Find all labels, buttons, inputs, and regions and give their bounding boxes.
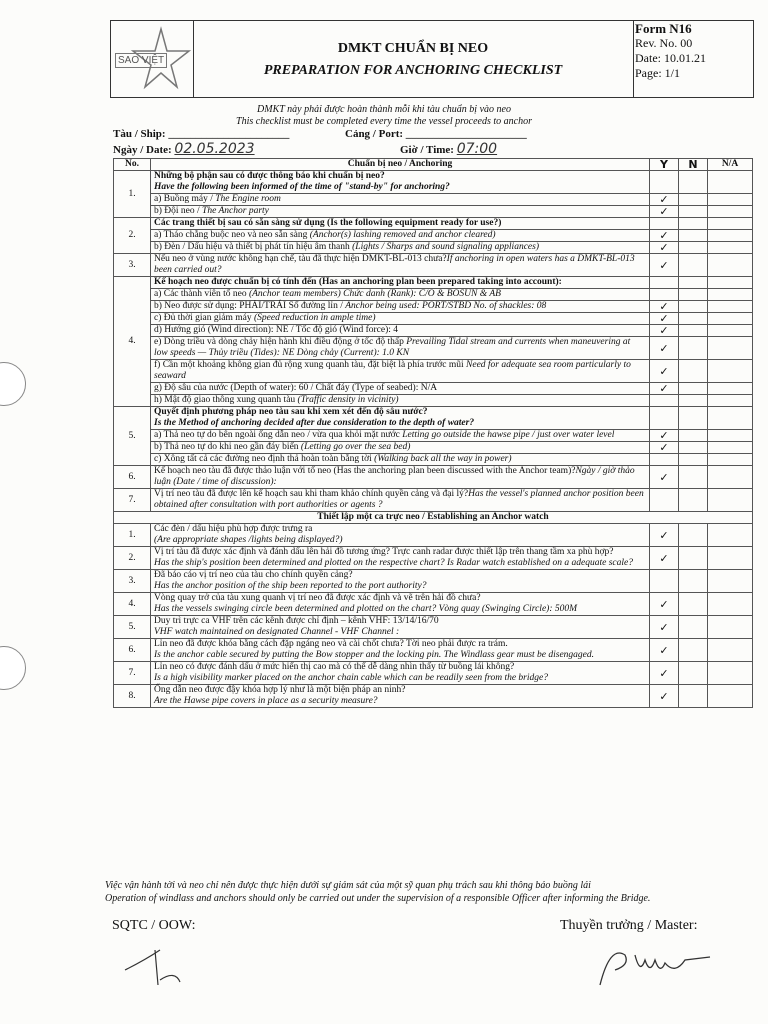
section-title-anchor-watch: Thiết lập một ca trực neo / Establishing an Anchor watch (114, 512, 753, 524)
item-text-en: VHF watch maintained on designated Channel - VHF Channel : (154, 627, 400, 637)
na-cell[interactable] (708, 218, 753, 230)
item-text (151, 593, 650, 616)
item-text-en: The Engine room (215, 194, 281, 204)
item-text (151, 639, 650, 662)
col-no-answer-header: N (679, 159, 708, 171)
form-header (110, 20, 754, 98)
item-text (151, 489, 650, 512)
item-text-en: Anchor being used: PORT/STBD No. of shackles: 08 (345, 301, 547, 311)
no-cell[interactable] (679, 194, 708, 206)
item-text-vi: b) Thả neo tự do khi neo gần đáy biển (154, 442, 301, 452)
na-cell[interactable] (708, 289, 753, 301)
na-cell[interactable] (708, 301, 753, 313)
table-row (114, 277, 753, 289)
no-cell[interactable] (679, 337, 708, 360)
question-vi: Kế hoạch neo được chuẩn bị có tính đến (Has an anchoring plan been prepared taking into account): (154, 277, 562, 287)
intro-vi: DMKT này phải được hoàn thành mỗi khi tàu chuẩn bị vào neo (257, 104, 511, 115)
item-text-vi: a) Các thành viên tổ neo (154, 289, 249, 299)
table-row (114, 383, 753, 395)
date-label: Ngày / Date: (113, 144, 172, 156)
no-cell[interactable] (679, 639, 708, 662)
item-number: 6. (114, 639, 151, 662)
item-text-vi: Duy trì trực ca VHF trên các kênh được chỉ định – kênh VHF: 13/14/16/70 (154, 616, 439, 626)
ship-field[interactable]: Tàu / Ship: ______________________ (113, 128, 290, 140)
item-text-vi: e) Dòng triều và dòng chảy hiện hành khi điều động ở tốc độ thấp (154, 337, 407, 347)
table-row (114, 194, 753, 206)
table-row (114, 547, 753, 570)
yes-cell[interactable]: ✓ (650, 593, 679, 616)
item-text (151, 289, 650, 301)
yes-cell[interactable]: ✓ (650, 547, 679, 570)
table-row (114, 313, 753, 325)
item-number: 1. (114, 524, 151, 547)
no-cell[interactable] (679, 218, 708, 230)
item-text-vi: b) Neo được sử dụng: PHẢI/TRÁI Số đường lỉn / (154, 301, 346, 311)
title-box (193, 21, 634, 97)
table-row (114, 442, 753, 454)
item-text-en: Has the vessel's planned anchor position been obtained after consultation with port authorities or agents ? (154, 489, 644, 510)
table-row (114, 395, 753, 407)
oow-signature-icon (120, 940, 200, 990)
table-row (114, 616, 753, 639)
no-cell[interactable] (679, 242, 708, 254)
item-text (151, 466, 650, 489)
punch-hole (0, 362, 26, 406)
date-field[interactable] (113, 141, 255, 157)
no-cell[interactable] (679, 325, 708, 337)
no-cell[interactable] (679, 360, 708, 383)
yes-cell[interactable]: ✓ (650, 685, 679, 708)
table-row (114, 254, 753, 277)
item-text-en: Letting go outside the hawse pipe / just over water level (402, 430, 615, 440)
no-cell[interactable] (679, 430, 708, 442)
table-row (114, 289, 753, 301)
item-number: 3. (114, 254, 151, 277)
na-cell[interactable] (708, 206, 753, 218)
no-cell[interactable] (679, 685, 708, 708)
item-text-vi: h) Mật độ giao thông xung quanh tàu (154, 395, 298, 405)
item-text-vi: b) Đội neo / (154, 206, 203, 216)
na-cell[interactable] (708, 524, 753, 547)
item-text-vi: Kế hoạch neo tàu đã được thảo luận với tổ neo (Has the anchoring plan been discussed with the Anchor team)? (154, 466, 576, 476)
table-row (114, 242, 753, 254)
item-text-vi: Vòng quay trở của tàu xung quanh vị trí neo đã được xác định và vẽ trên hải đồ chưa? (154, 593, 481, 603)
item-number: 5. (114, 616, 151, 639)
item-text-vi: c) Đủ thời gian giảm máy (154, 313, 255, 323)
item-text-vi: Lỉn neo đã được khóa bằng cách đặp ngáng neo và cài chốt chưa? Tời neo phải được ra trám. (154, 639, 508, 649)
table-row (114, 524, 753, 547)
yes-cell[interactable]: ✓ (650, 466, 679, 489)
item-text-en: (Are appropriate shapes /lights being displayed?) (154, 535, 343, 545)
item-text-vi: a) Buồng máy / (154, 194, 216, 204)
item-text (151, 206, 650, 218)
item-text (151, 454, 650, 466)
yes-cell[interactable]: ✓ (650, 662, 679, 685)
table-row (114, 685, 753, 708)
table-row (114, 230, 753, 242)
item-question (151, 277, 650, 289)
item-text-vi: Lỉn neo có được đánh dấu ở mức hiển thị cao mà có thể dễ dàng nhìn thấy từ buồng lái không? (154, 662, 515, 672)
yes-cell[interactable] (650, 407, 679, 430)
table-row (114, 454, 753, 466)
intro-en: This checklist must be completed every time the vessel proceeds to anchor (236, 116, 532, 127)
na-cell[interactable] (708, 313, 753, 325)
item-text (151, 254, 650, 277)
na-cell[interactable] (708, 489, 753, 512)
no-cell[interactable] (679, 593, 708, 616)
yes-cell[interactable] (650, 289, 679, 301)
table-row (114, 570, 753, 593)
na-cell[interactable] (708, 442, 753, 454)
revision: Rev. No. 00 (635, 36, 693, 50)
table-row (114, 639, 753, 662)
item-text-vi: g) Độ sâu của nước (Depth of water): 60 / Chất đáy (Type of seabed): N/A (154, 383, 438, 393)
question-vi: Những bộ phận sau có được thông báo khi chuẩn bị neo? (154, 171, 385, 181)
yes-cell[interactable]: ✓ (650, 313, 679, 325)
no-cell[interactable] (679, 570, 708, 593)
no-cell[interactable] (679, 289, 708, 301)
item-text-en: (Lights / Sharps and sound signaling appliances) (352, 242, 539, 252)
no-cell[interactable] (679, 466, 708, 489)
item-text (151, 570, 650, 593)
na-cell[interactable] (708, 547, 753, 570)
item-text-en: Prevailing Tidal stream and currents when maneuvering at low speeds — Thủy triều (Tides): NE Dòng chảy (Current): 1.0 KN (154, 337, 631, 358)
item-question (151, 407, 650, 430)
na-cell[interactable] (708, 616, 753, 639)
logo-text: SAO VIỆT (115, 53, 167, 68)
operation-note-vi: Việc vận hành tời và neo chỉ nên được thực hiện dưới sự giám sát của một sỹ quan phụ trách sau khi thông báo buồng lái (105, 880, 591, 891)
na-cell[interactable] (708, 685, 753, 708)
title-english: PREPARATION FOR ANCHORING CHECKLIST (263, 63, 563, 78)
table-row (114, 407, 753, 430)
table-row (114, 301, 753, 313)
item-text (151, 685, 650, 708)
item-text-vi: a) Tháo chằng buộc neo và neo sẵn sàng (154, 230, 310, 240)
question-vi: Các trang thiết bị sau có sẵn sàng sử dụng (Is the following equipment ready for use?) (154, 218, 502, 228)
no-cell[interactable] (679, 254, 708, 277)
item-text (151, 313, 650, 325)
yes-cell[interactable]: ✓ (650, 254, 679, 277)
yes-cell[interactable]: ✓ (650, 360, 679, 383)
na-cell[interactable] (708, 242, 753, 254)
na-cell[interactable] (708, 325, 753, 337)
company-logo (111, 21, 194, 97)
na-cell[interactable] (708, 570, 753, 593)
item-text-vi: c) Xông tất cả các đường neo định thả hoàn toàn bằng tời (154, 454, 375, 464)
item-text-en: Has the anchor position of the ship been reported to the port authority? (154, 581, 427, 591)
na-cell[interactable] (708, 254, 753, 277)
item-text-en: (Letting go over the sea bed) (300, 442, 411, 452)
item-text-vi: d) Hướng gió (Wind direction): NE / Tốc độ gió (Wind force): 4 (154, 325, 399, 335)
item-question (151, 171, 650, 194)
table-row (114, 218, 753, 230)
table-row (114, 466, 753, 489)
item-text-vi: Đã báo cáo vị trí neo của tàu cho chính quyền cảng? (154, 570, 353, 580)
item-text-en: (Walking back all the way in power) (374, 454, 512, 464)
yes-cell[interactable] (650, 489, 679, 512)
item-text (151, 442, 650, 454)
item-number: 1. (114, 171, 151, 218)
item-text (151, 383, 650, 395)
item-text-vi: Ống dẫn neo được đậy khóa hợp lý như là một biện pháp an ninh? (154, 685, 406, 695)
yes-cell[interactable]: ✓ (650, 194, 679, 206)
yes-cell[interactable] (650, 171, 679, 194)
no-cell[interactable] (679, 313, 708, 325)
na-cell[interactable] (708, 360, 753, 383)
item-question (151, 218, 650, 230)
table-row (114, 206, 753, 218)
na-cell[interactable] (708, 194, 753, 206)
na-cell[interactable] (708, 407, 753, 430)
col-item-header: Chuẩn bị neo / Anchoring (151, 159, 650, 171)
na-cell[interactable] (708, 639, 753, 662)
item-text-en: Ngày / giờ thảo luận (Date / time of discussion): (154, 466, 635, 487)
item-text-vi: b) Đèn / Dấu hiệu và thiết bị phát tín hiệu âm thanh (154, 242, 353, 252)
checklist-table (113, 158, 753, 708)
no-cell[interactable] (679, 454, 708, 466)
table-row (114, 662, 753, 685)
title-vietnamese: DMKT CHUẨN BỊ NEO (337, 41, 489, 56)
col-no-header: No. (114, 159, 151, 171)
no-cell[interactable] (679, 171, 708, 194)
col-na-header: N/A (708, 159, 753, 171)
na-cell[interactable] (708, 466, 753, 489)
time-field[interactable] (400, 141, 497, 157)
master-signature-icon (590, 935, 720, 995)
item-text (151, 395, 650, 407)
form-info (633, 21, 755, 97)
no-cell[interactable] (679, 547, 708, 570)
time-value: 07:00 (456, 141, 498, 157)
form-date: Date: 10.01.21 (635, 51, 706, 65)
item-number: 2. (114, 218, 151, 254)
item-number: 5. (114, 407, 151, 466)
item-text (151, 301, 650, 313)
na-cell[interactable] (708, 454, 753, 466)
item-number: 6. (114, 466, 151, 489)
operation-note-en: Operation of windlass and anchors should only be carried out under the supervision of a responsible Officer after informing the Bridge. (105, 893, 651, 904)
no-cell[interactable] (679, 489, 708, 512)
item-text-en: (Anchor(s) lashing removed and anchor cleared) (309, 230, 496, 240)
punch-hole (0, 646, 26, 690)
yes-cell[interactable]: ✓ (650, 430, 679, 442)
table-row (114, 430, 753, 442)
item-text-vi: Các đèn / dấu hiệu phù hợp được trưng ra (154, 524, 313, 534)
item-text-en: (Traffic density in vicinity) (297, 395, 399, 405)
yes-cell[interactable] (650, 454, 679, 466)
yes-cell[interactable]: ✓ (650, 230, 679, 242)
item-text (151, 547, 650, 570)
yes-cell[interactable]: ✓ (650, 206, 679, 218)
item-text-en: (Speed reduction in ample time) (254, 313, 376, 323)
item-text (151, 616, 650, 639)
item-text (151, 337, 650, 360)
yes-cell[interactable]: ✓ (650, 524, 679, 547)
item-text-en: If anchoring in open waters has a DMKT-BL-013 been carried out? (154, 254, 635, 275)
oow-signature-label: SQTC / OOW: (112, 918, 196, 933)
item-text-vi: a) Thả neo tự do bên ngoài ống dẫn neo / vừa qua khỏi mặt nước (154, 430, 403, 440)
port-label: Cảng / Port: (345, 128, 404, 140)
na-cell[interactable] (708, 593, 753, 616)
yes-cell[interactable]: ✓ (650, 242, 679, 254)
yes-cell[interactable] (650, 218, 679, 230)
yes-cell[interactable]: ✓ (650, 337, 679, 360)
item-text-en: Is the anchor cable secured by putting the Bow stopper and the locking pin. The Windlass gear must be disengaged. (154, 650, 595, 660)
item-text-en: Is a high visibility marker placed on the anchor chain cable which can be readily seen from the bridge? (154, 673, 548, 683)
question-vi: Quyết định phương pháp neo tàu sau khi xem xét đến độ sâu nước? (154, 407, 428, 417)
item-text-vi: Vị trí neo tàu đã được lên kế hoạch sau khi tham khảo chính quyền cảng và đại lý? (154, 489, 469, 499)
question-en: Is the Method of anchoring decided after due consideration to the depth of water? (154, 418, 475, 428)
item-number: 7. (114, 489, 151, 512)
no-cell[interactable] (679, 230, 708, 242)
item-text-vi: f) Cần một khoảng không gian đủ rộng xung quanh tàu, đặt biệt là phía trước mũi (154, 360, 467, 370)
item-text (151, 194, 650, 206)
no-cell[interactable] (679, 277, 708, 289)
na-cell[interactable] (708, 395, 753, 407)
item-text (151, 524, 650, 547)
item-text-en: Has the vessels swinging circle been determined and plotted on the chart? Vòng quay (Swinging Circle): 500M (154, 604, 578, 614)
yes-cell[interactable] (650, 570, 679, 593)
no-cell[interactable] (679, 395, 708, 407)
table-row (114, 171, 753, 194)
na-cell[interactable] (708, 662, 753, 685)
no-cell[interactable] (679, 662, 708, 685)
yes-cell[interactable]: ✓ (650, 301, 679, 313)
item-number: 2. (114, 547, 151, 570)
yes-cell[interactable] (650, 277, 679, 289)
item-number: 4. (114, 593, 151, 616)
table-row (114, 337, 753, 360)
na-cell[interactable] (708, 277, 753, 289)
no-cell[interactable] (679, 616, 708, 639)
item-text-en: Need for adequate sea room particularly to seaward (154, 360, 631, 381)
yes-cell[interactable]: ✓ (650, 616, 679, 639)
table-row (114, 325, 753, 337)
na-cell[interactable] (708, 230, 753, 242)
item-text (151, 242, 650, 254)
item-text-en: Are the Hawse pipe covers in place as a security measure? (154, 696, 378, 706)
port-field[interactable]: Cảng / Port: ______________________ (345, 128, 527, 140)
item-number: 3. (114, 570, 151, 593)
col-yes-header: Y (650, 159, 679, 171)
table-row (114, 360, 753, 383)
item-text (151, 325, 650, 337)
item-number: 7. (114, 662, 151, 685)
yes-cell[interactable] (650, 395, 679, 407)
na-cell[interactable] (708, 337, 753, 360)
item-text-vi: Nếu neo ở vùng nước không hạn chế, tàu đã thực hiện DMKT-BL-013 chưa? (154, 254, 447, 264)
time-label: Giờ / Time: (400, 144, 454, 156)
no-cell[interactable] (679, 206, 708, 218)
no-cell[interactable] (679, 383, 708, 395)
ship-label: Tàu / Ship: (113, 128, 166, 140)
yes-cell[interactable]: ✓ (650, 442, 679, 454)
item-text (151, 662, 650, 685)
item-text-vi: Vị trí tàu đã được xác định và đánh dấu lên hải đồ tương ứng? Trực canh radar được thiết lập trên thang tầm xa phù hợp? (154, 547, 614, 557)
na-cell[interactable] (708, 383, 753, 395)
page-number: Page: 1/1 (635, 66, 680, 80)
item-text (151, 360, 650, 383)
yes-cell[interactable]: ✓ (650, 325, 679, 337)
table-row (114, 593, 753, 616)
date-value: 02.05.2023 (174, 141, 255, 157)
na-cell[interactable] (708, 430, 753, 442)
yes-cell[interactable]: ✓ (650, 639, 679, 662)
master-signature-label: Thuyền trưởng / Master: (560, 918, 698, 933)
yes-cell[interactable]: ✓ (650, 383, 679, 395)
item-text-en: The Anchor party (202, 206, 269, 216)
item-text-en: Has the ship's position been determined and plotted on the respective chart? Is Radar watch established on a adequate scale? (154, 558, 633, 568)
item-text-en: (Anchor team members) Chức danh (Rank): C/O & BOSUN & AB (248, 289, 501, 299)
item-text (151, 230, 650, 242)
item-number: 4. (114, 277, 151, 407)
form-number: Form N16 (635, 21, 692, 36)
item-text (151, 430, 650, 442)
no-cell[interactable] (679, 442, 708, 454)
no-cell[interactable] (679, 407, 708, 430)
question-en: Have the following been informed of the time of "stand-by" for anchoring? (154, 182, 450, 192)
na-cell[interactable] (708, 171, 753, 194)
item-number: 8. (114, 685, 151, 708)
no-cell[interactable] (679, 524, 708, 547)
table-row (114, 489, 753, 512)
no-cell[interactable] (679, 301, 708, 313)
